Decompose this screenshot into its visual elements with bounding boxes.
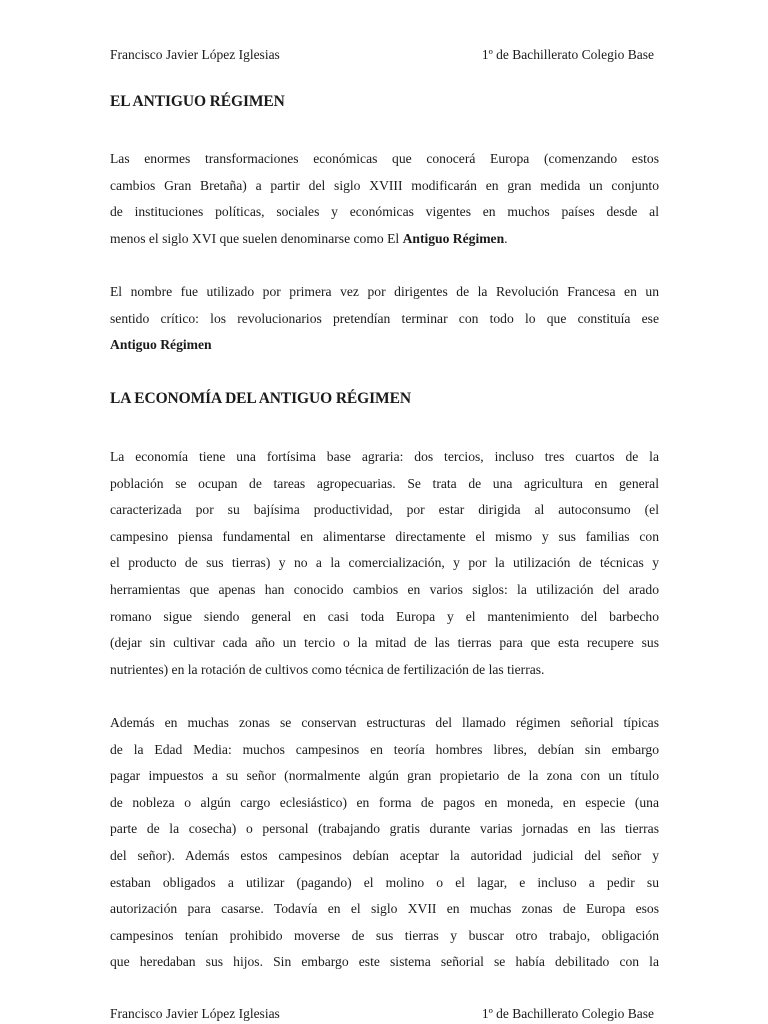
text-line: de la Edad Media: muchos campesinos en teoría hombres libres, debían sin embargo bbox=[110, 741, 659, 757]
header-course: 1º de Bachillerato Colegio Base bbox=[481, 47, 654, 62]
text-line: (dejar sin cultivar cada año un tercio o la mitad de las tierras para que esta recupere sus bbox=[110, 635, 659, 651]
footer-course: 1º de Bachillerato Colegio Base bbox=[481, 1006, 654, 1021]
text-line: de instituciones políticas, sociales y económicas vigentes en muchos países desde al bbox=[110, 204, 659, 220]
bold-term: Antiguo Régimen bbox=[402, 230, 505, 246]
text-line: Las enormes transformaciones económicas que conocerá Europa (comenzando estos bbox=[110, 151, 659, 166]
paragraph-name-origin bbox=[110, 279, 659, 359]
text-line: campesinos tenían prohibido moverse de sus tierras y buscar otro trabajo, obligación bbox=[110, 927, 659, 943]
paragraph-economy bbox=[110, 444, 659, 683]
paragraph-intro bbox=[110, 146, 659, 252]
text-line: caracterizada por su bajísima productividad, por estar dirigida al autoconsumo (el bbox=[110, 502, 659, 518]
text-line: herramientas que apenas han conocido cambios en varios siglos: la utilización del arado bbox=[110, 581, 659, 597]
text-line: pagar impuestos a su señor (normalmente algún gran propietario de la zona con un título bbox=[110, 768, 659, 784]
section-title-economia: LA ECONOMÍA DEL ANTIGUO RÉGIMEN bbox=[110, 390, 411, 407]
section-title-antiguo-regimen: EL ANTIGUO RÉGIMEN bbox=[110, 93, 285, 110]
text-line: cambios Gran Bretaña) a partir del siglo XVIII modificarán en gran medida un conjunto bbox=[110, 177, 659, 193]
text-line: el producto de sus tierras) y no a la comercialización, y por la utilización de técnicas y bbox=[110, 555, 659, 571]
paragraph-seigneurial bbox=[110, 710, 659, 976]
text-line bbox=[110, 226, 659, 253]
text-line: La economía tiene una fortísima base agraria: dos tercios, incluso tres cuartos de la bbox=[110, 449, 659, 464]
text-line: Además en muchas zonas se conservan estructuras del llamado régimen señorial típicas bbox=[110, 715, 659, 730]
page-footer bbox=[110, 1006, 654, 1022]
text-run: . bbox=[504, 230, 508, 246]
text-line: campesino piensa fundamental en alimentarse directamente el mismo y sus familias con bbox=[110, 528, 659, 544]
text-line: de nobleza o algún cargo eclesiástico) en forma de pagos en moneda, en especie (una bbox=[110, 794, 659, 810]
bold-term: Antiguo Régimen bbox=[110, 337, 212, 353]
text-run: menos el siglo XVI que suelen denominarse como El bbox=[110, 230, 403, 246]
text-line: que heredaban sus hijos. Sin embargo este sistema señorial se había debilitado con la bbox=[110, 954, 659, 970]
text-line: romano sigue siendo general en casi toda Europa y el mantenimiento del barbecho bbox=[110, 608, 659, 624]
header-author: Francisco Javier López Iglesias bbox=[110, 47, 280, 62]
text-line: sentido crítico: los revolucionarios pretendían terminar con todo lo que constituía ese bbox=[110, 310, 659, 326]
footer-author: Francisco Javier López Iglesias bbox=[110, 1006, 280, 1021]
text-line: autorización para casarse. Todavía en el siglo XVII en muchas zonas de Europa esos bbox=[110, 901, 659, 917]
text-line: del señor). Además estos campesinos debían aceptar la autoridad judicial del señor y bbox=[110, 847, 659, 863]
text-line: El nombre fue utilizado por primera vez por dirigentes de la Revolución Francesa en un bbox=[110, 284, 659, 299]
page-header bbox=[110, 47, 654, 63]
text-line: población se ocupan de tareas agropecuarias. Se trata de una agricultura en general bbox=[110, 475, 659, 491]
text-line: estaban obligados a utilizar (pagando) el molino o el lagar, e incluso a pedir su bbox=[110, 874, 659, 890]
text-line: parte de la cosecha) o personal (trabajando gratis durante varias jornadas en las tierras bbox=[110, 821, 659, 837]
text-line: nutrientes) en la rotación de cultivos como técnica de fertilización de las tierras. bbox=[110, 661, 545, 677]
